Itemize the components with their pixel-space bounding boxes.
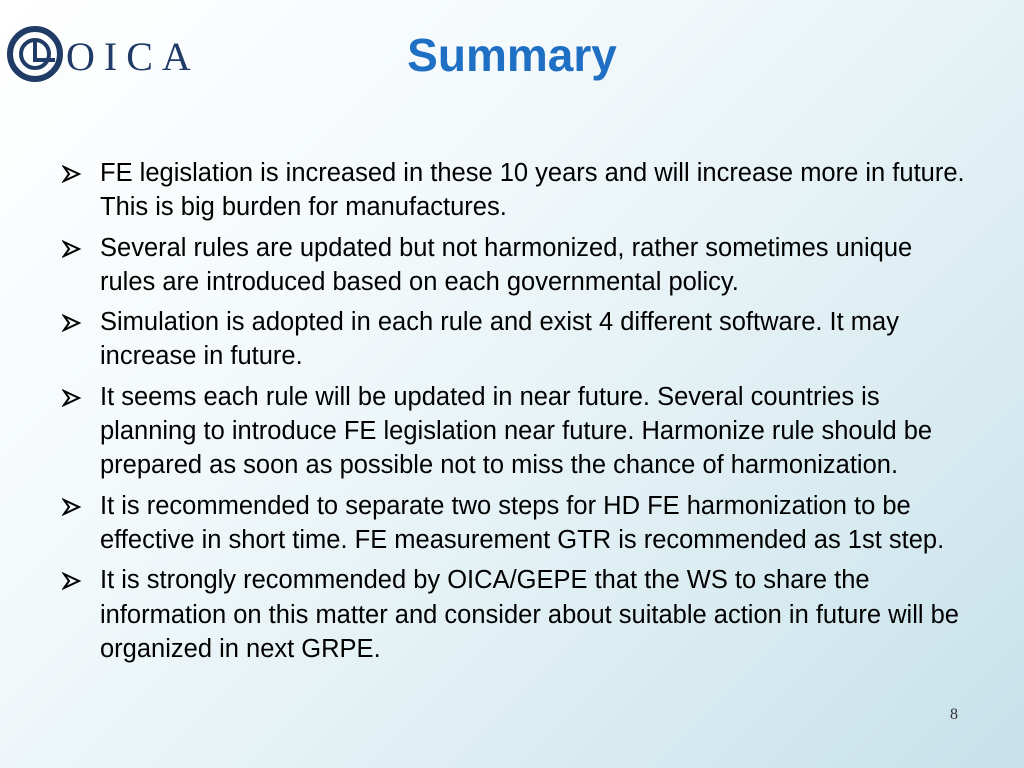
bullet-text: It is recommended to separate two steps for HD FE harmonization to be effective in short time. FE measurement GTR is recommended as 1st step. <box>100 491 945 554</box>
bullet-text: It seems each rule will be updated in near future. Several countries is planning to introduce FE legislation near future. Harmonize rule should be prepared as soon as possible not to miss the chance of harmonization. <box>100 382 933 480</box>
slide-title-text: Summary <box>407 29 617 81</box>
arrow-bullet-icon <box>62 240 82 258</box>
arrow-bullet-icon <box>62 498 82 516</box>
bullet-item <box>62 231 972 300</box>
page-number: 8 <box>950 706 958 723</box>
bullet-item <box>62 380 972 483</box>
slide-title <box>0 28 1024 82</box>
logo-text: OICA <box>66 33 200 79</box>
bullet-text: Several rules are updated but not harmonized, rather sometimes unique rules are introduced based on each governmental policy. <box>100 233 913 296</box>
bullet-item <box>62 563 972 666</box>
bullet-item <box>62 489 972 558</box>
arrow-bullet-icon <box>62 389 82 407</box>
arrow-bullet-icon <box>62 314 82 332</box>
bullet-text: It is strongly recommended by OICA/GEPE that the WS to share the information on this matter and consider about suitable action in future will be organized in next GRPE. <box>100 566 959 663</box>
bullet-item <box>62 156 972 225</box>
bullet-item <box>62 305 972 374</box>
bullet-list <box>62 156 972 672</box>
bullet-text: FE legislation is increased in these 10 years and will increase more in future. This is big burden for manufactures. <box>100 159 965 222</box>
arrow-bullet-icon <box>62 165 82 183</box>
arrow-bullet-icon <box>62 572 82 590</box>
bullet-text: Simulation is adopted in each rule and exist 4 different software. It may increase in future. <box>100 308 899 371</box>
